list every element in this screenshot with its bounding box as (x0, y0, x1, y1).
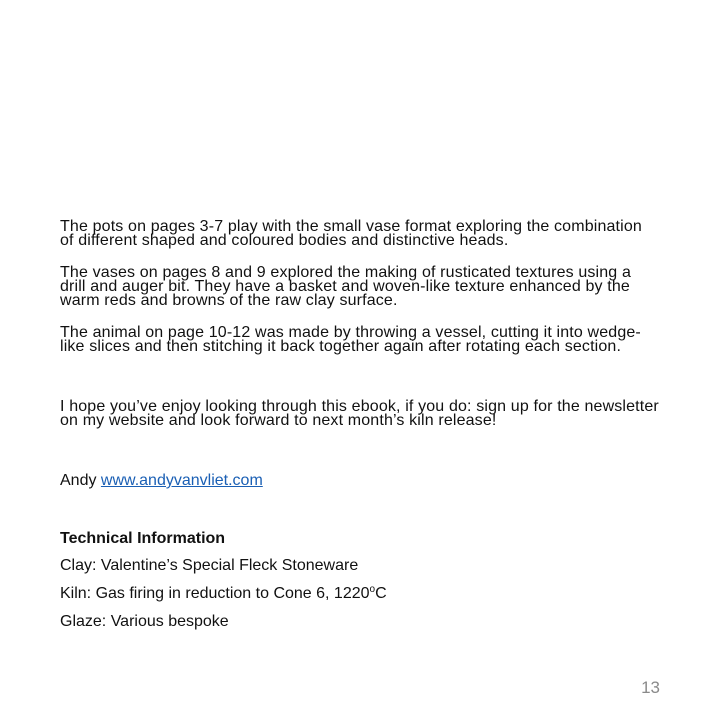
kiln-unit: C (375, 585, 387, 602)
paragraph-closing-note: I hope you’ve enjoy looking through this ebook, if you do: sign up for the newsletter on my website and look forward to next month’s kiln release! (60, 398, 659, 429)
paragraph-small-vases: The pots on pages 3-7 play with the small vase format exploring the combination of different shaped and coloured bodies and distinctive heads. (60, 218, 642, 249)
clay-info: Clay: Valentine’s Special Fleck Stoneware (60, 557, 359, 574)
glaze-info: Glaze: Various bespoke (60, 613, 229, 630)
author-name: Andy (60, 472, 97, 489)
signoff (60, 470, 660, 492)
kiln-degree-superscript: o (369, 584, 376, 595)
kiln-info (60, 584, 660, 604)
paragraph-animal: The animal on page 10-12 was made by throwing a vessel, cutting it into wedge-like slices and then stitching it back together again after rotating each section. (60, 324, 641, 355)
kiln-info-text: Kiln: Gas firing in reduction to Cone 6, 1220 (60, 585, 370, 602)
website-link[interactable]: www.andyvanvliet.com (100, 472, 263, 489)
technical-info-heading: Technical Information (60, 530, 226, 547)
page-number: 13 (641, 678, 660, 697)
paragraph-rusticated-vases: The vases on pages 8 and 9 explored the making of rusticated textures using a drill and auger bit. They have a basket and woven-like texture enhanced by the warm reds and browns of the raw clay surface. (60, 264, 632, 309)
page-content (60, 220, 660, 640)
